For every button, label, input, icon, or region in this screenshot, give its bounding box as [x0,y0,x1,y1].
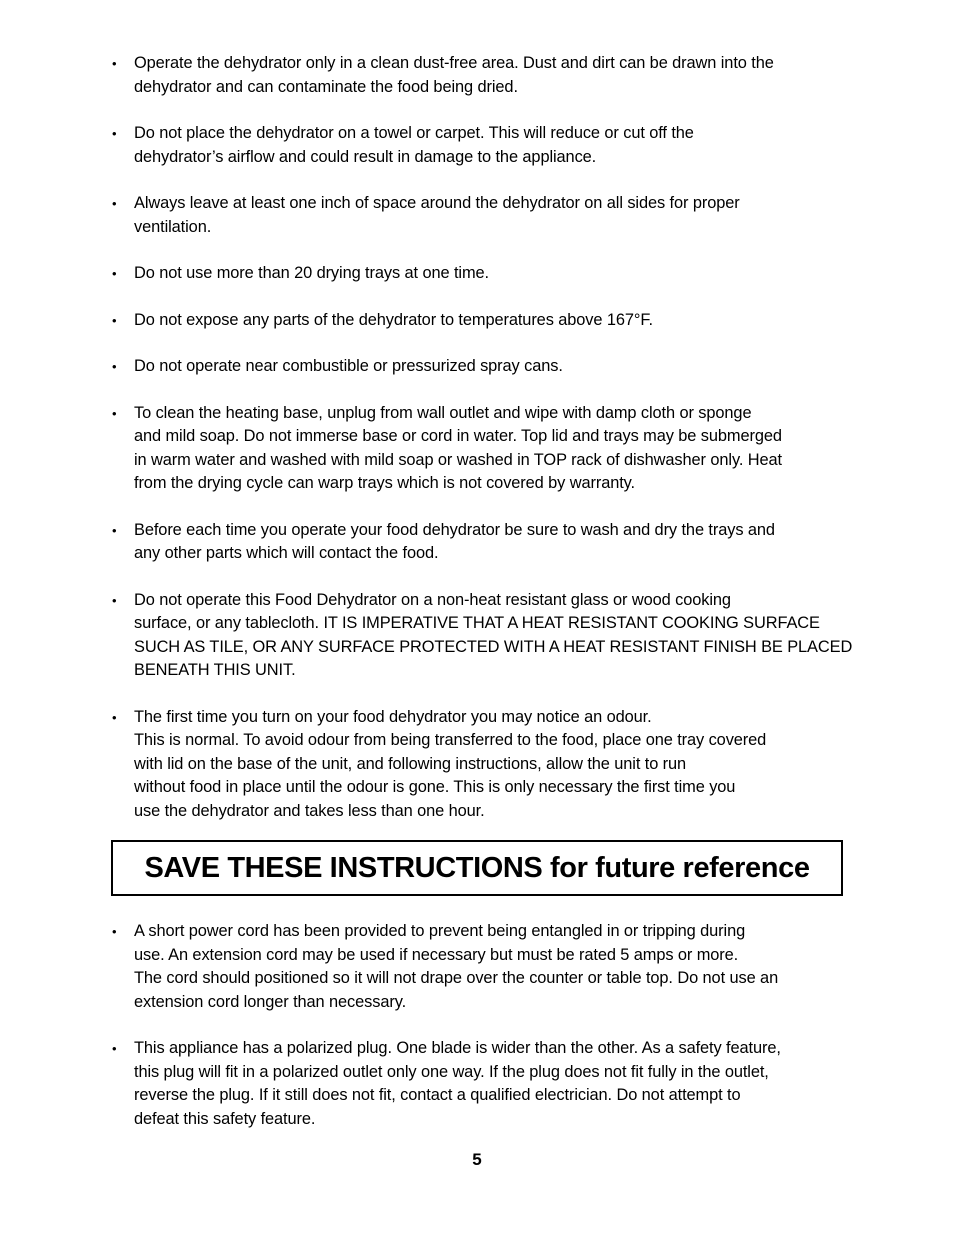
list-item [0,1037,844,1131]
safety-list-bottom [0,920,954,1154]
bullet-icon: • [112,56,117,71]
item-text-line: Do not place the dehydrator on a towel or carpet. This will reduce or cut off the [134,124,694,142]
item-text-line: dehydrator’s airflow and could result in damage to the appliance. [134,147,597,166]
page-number: 5 [472,1150,482,1169]
item-text-line: SUCH AS TILE, OR ANY SURFACE PROTECTED WITH A HEAT RESISTANT FINISH BE PLACED [134,637,853,656]
bullet-icon: • [112,709,117,725]
item-text-line: Operate the dehydrator only in a clean dust-free area. Dust and dirt can be drawn into the [134,54,774,72]
item-text-line: BENEATH THIS UNIT. [134,661,296,679]
item-text-line: The first time you turn on your food dehydrator you may notice an odour. [134,707,652,726]
item-text-line: Do not use more than 20 drying trays at one time. [134,264,489,282]
list-item [0,920,844,1014]
item-text-line: This appliance has a polarized plug. One blade is wider than the other. As a safety feature, [134,1039,781,1057]
bullet-icon: • [112,522,117,538]
list-item [0,402,844,496]
item-text-line: reverse the plug. If it still does not fit, contact a qualified electrician. Do not attempt to [134,1086,741,1104]
bullet-icon: • [112,312,117,328]
item-text-line: any other parts which will contact the food. [134,544,439,562]
item-text-line: with lid on the base of the unit, and following instructions, allow the unit to run [134,754,687,773]
item-text-line: Do not operate near combustible or pressurized spray cans. [134,357,563,375]
item-text-line: and mild soap. Do not immerse base or cord in water. Top lid and trays may be submerged [134,427,782,445]
list-item [0,192,844,239]
bullet-icon: • [112,924,117,939]
item-text-line: use. An extension cord may be used if necessary but must be rated 5 amps or more. [134,945,739,964]
bullet-icon: • [112,592,117,608]
item-text-line: extension cord longer than necessary. [134,992,407,1011]
item-text-line: Do not operate this Food Dehydrator on a non-heat resistant glass or wood cooking [134,590,731,609]
item-text-line: Before each time you operate your food dehydrator be sure to wash and dry the trays and [134,520,775,539]
item-text-line: this plug will fit in a polarized outlet only one way. If the plug does not fit fully in the outlet, [134,1062,769,1081]
list-item [0,309,844,333]
bullet-icon: • [112,266,117,281]
bullet-icon: • [112,126,117,141]
item-text-line: Always leave at least one inch of space around the dehydrator on all sides for proper [134,194,740,212]
list-item [0,355,844,379]
bullet-icon: • [112,196,117,211]
banner-heading: SAVE THESE INSTRUCTIONS for future reference [144,851,810,884]
item-text-line: This is normal. To avoid odour from being transferred to the food, place one tray covered [134,731,767,749]
save-instructions-banner [111,840,843,896]
list-item [0,589,853,683]
list-item [0,519,844,566]
item-text-line: To clean the heating base, unplug from wall outlet and wipe with damp cloth or sponge [134,403,752,422]
item-text-line: from the drying cycle can warp trays which is not covered by warranty. [134,474,636,492]
bullet-icon: • [112,1041,117,1056]
list-item [0,52,844,99]
item-text-line: ventilation. [134,217,212,236]
item-text-line: without food in place until the odour is gone. This is only necessary the first time you [134,778,736,796]
item-text-line: Do not expose any parts of the dehydrator to temperatures above 167°F. [134,310,653,329]
bullet-icon: • [112,359,117,374]
item-text-line: dehydrator and can contaminate the food being dried. [134,77,518,96]
item-text-line: The cord should positioned so it will not drape over the counter or table top. Do not use an [134,969,779,987]
item-text-line: use the dehydrator and takes less than one hour. [134,801,485,820]
list-item [0,262,844,286]
item-text-line: surface, or any tablecloth. IT IS IMPERATIVE THAT A HEAT RESISTANT COOKING SURFACE [134,614,820,632]
item-text-line: defeat this safety feature. [134,1109,316,1128]
list-item [0,706,844,824]
item-text-line: in warm water and washed with mild soap or washed in TOP rack of dishwasher only. Heat [134,450,782,469]
bullet-icon: • [112,405,117,421]
item-text-line: A short power cord has been provided to prevent being entangled in or tripping during [134,922,746,940]
safety-list-top [0,52,954,846]
list-item [0,122,844,169]
